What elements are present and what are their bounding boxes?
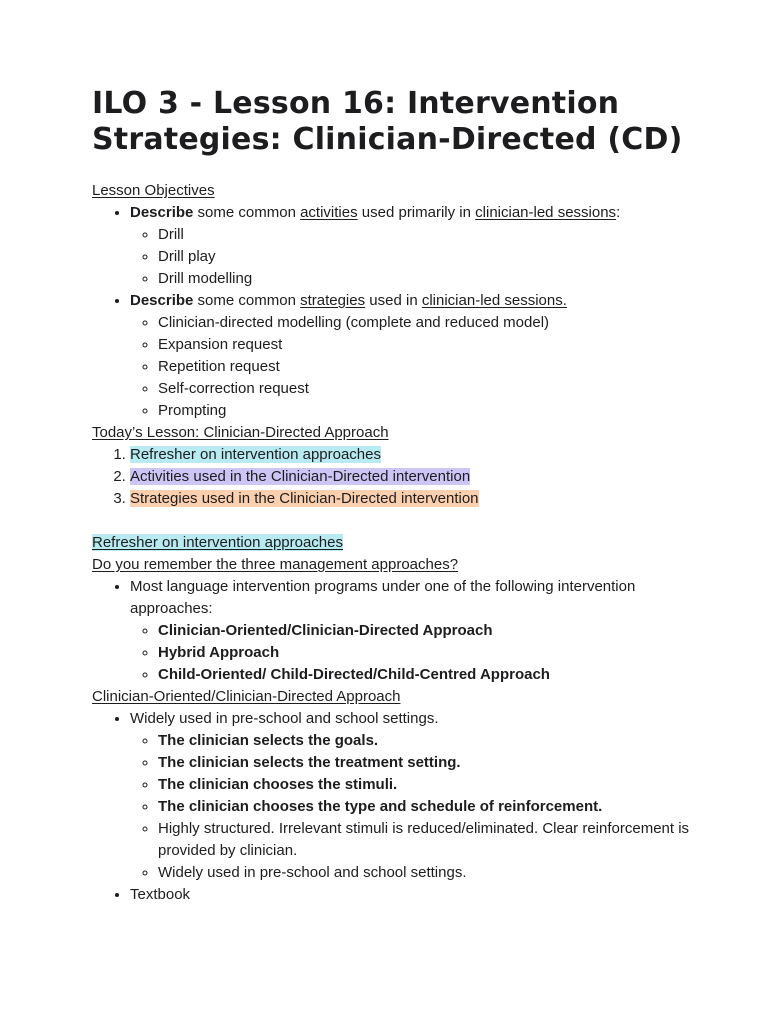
cd-approach-sublist <box>130 730 722 884</box>
objective-sublist <box>130 224 722 290</box>
page-title: ILO 3 - Lesson 16: Intervention Strategies: Clinician-Directed (CD) <box>92 86 683 157</box>
refresher-heading: Refresher on intervention approaches <box>92 534 343 551</box>
list-item: ◦ The clinician selects the treatment setting. <box>158 752 722 774</box>
list-item: ◦ The clinician chooses the type and schedule of reinforcement. <box>158 796 722 818</box>
spacer <box>92 510 722 532</box>
objective-item: • Describe some common activities used primarily in clinician-led sessions: ◦ Drill ◦ Drill play ◦ Drill modelling <box>130 202 722 290</box>
list-item: • Widely used in pre-school and school settings. ◦ The clinician selects the goals. ◦ The clinician selects the treatment setting. ◦ The clinician chooses the stimuli. ◦ The clinician chooses the type and schedule of reinforcement. ◦ Highly structured. Irrelevant stimuli is reduced/eliminated. Clear reinforcement is provided by clinician. ◦ Widely used in pre-school and school settings. <box>130 708 722 884</box>
approaches-list <box>130 620 722 686</box>
refresher-list <box>92 576 722 686</box>
list-item: • Textbook <box>130 884 722 906</box>
list-item: ◦ Self-correction request <box>158 378 722 400</box>
list-item: ◦ Clinician-Oriented/Clinician-Directed Approach <box>158 620 722 642</box>
objective-item: • Describe some common strategies used in clinician-led sessions. ◦ Clinician-directed modelling (complete and reduced model) ◦ Expansion request ◦ Repetition request ◦ Self-correction request ◦ Prompting <box>130 290 722 422</box>
list-item: ◦ Child-Oriented/ Child-Directed/Child-Centred Approach <box>158 664 722 686</box>
list-item: ◦ The clinician chooses the stimuli. <box>158 774 722 796</box>
document-page <box>92 86 722 906</box>
list-item: ◦ Expansion request <box>158 334 722 356</box>
today-heading: Today’s Lesson: Clinician-Directed Approach <box>92 424 389 441</box>
list-item: 3. Strategies used in the Clinician-Directed intervention <box>130 488 722 510</box>
list-item: ◦ Clinician-directed modelling (complete and reduced model) <box>158 312 722 334</box>
objectives-heading: Lesson Objectives <box>92 182 215 199</box>
list-item: ◦ Highly structured. Irrelevant stimuli is reduced/eliminated. Clear reinforcement is provided by clinician. <box>158 818 722 862</box>
list-item: 1. Refresher on intervention approaches <box>130 444 722 466</box>
list-item: • Most language intervention programs under one of the following intervention approaches: ◦ Clinician-Oriented/Clinician-Directed Approach ◦ Hybrid Approach ◦ Child-Oriented/ Child-Directed/Child-Centred Approach <box>130 576 722 686</box>
list-item: ◦ Hybrid Approach <box>158 642 722 664</box>
list-item: ◦ Prompting <box>158 400 722 422</box>
list-item: ◦ Widely used in pre-school and school settings. <box>158 862 722 884</box>
list-item: ◦ Drill play <box>158 246 722 268</box>
objectives-list <box>92 202 722 422</box>
cd-approach-list <box>92 708 722 906</box>
list-item: ◦ Drill modelling <box>158 268 722 290</box>
document-body <box>92 180 722 906</box>
refresher-question: Do you remember the three management approaches? <box>92 556 459 573</box>
list-item: 2. Activities used in the Clinician-Directed intervention <box>130 466 722 488</box>
objective-sublist <box>130 312 722 422</box>
list-item: ◦ Repetition request <box>158 356 722 378</box>
cd-approach-heading: Clinician-Oriented/Clinician-Directed Approach <box>92 688 401 705</box>
list-item: ◦ The clinician selects the goals. <box>158 730 722 752</box>
today-list <box>92 444 722 510</box>
list-item: ◦ Drill <box>158 224 722 246</box>
